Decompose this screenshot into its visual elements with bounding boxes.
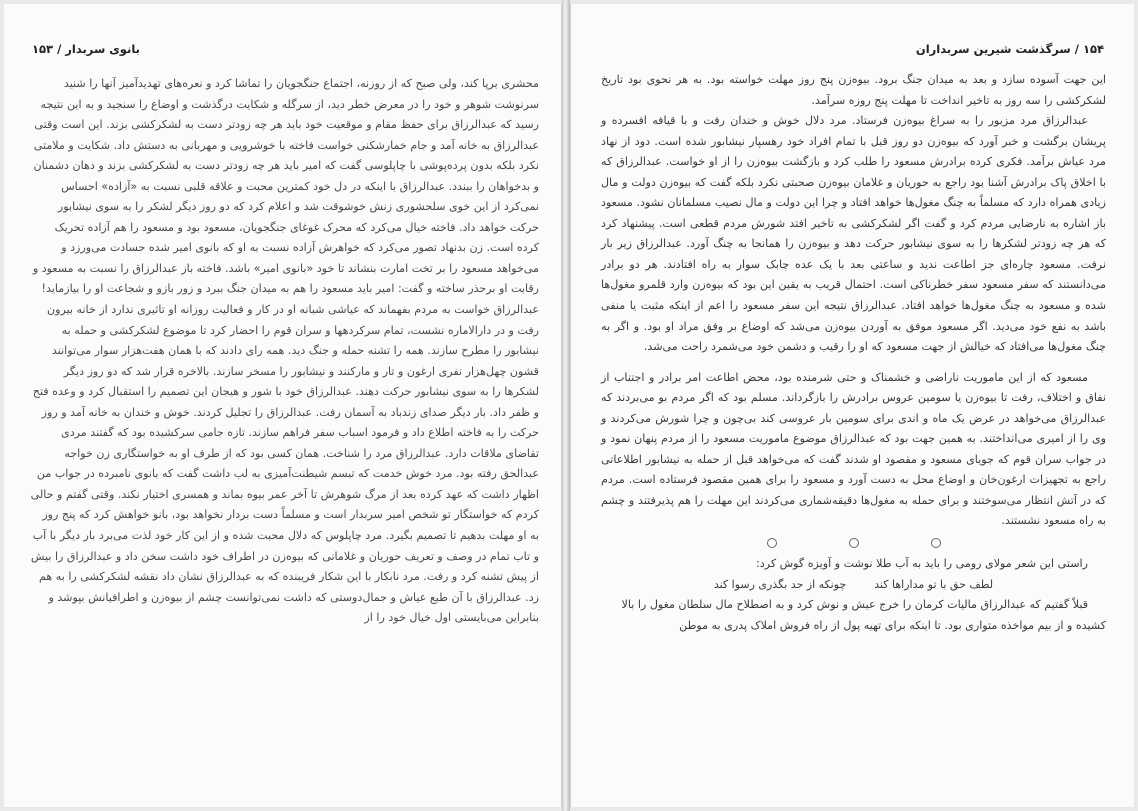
left-page-header: بانوی سربدار / ۱۵۳ xyxy=(32,42,140,56)
left-paragraph: محشری برپا کند، ولی صبح که از روزنه، اجتماع جنگجویان را تماشا کرد و نعره‌های تهدیدآمیز آنها را شنید سرنوشت شوهر و خود را در معرض خطر دید، از سرگله و شکایت درگذشت و اوضاع را سنجید و به این نتیجه رسید که عبدالرزاق برای حفظ مقام و موقعیت خود باید هر چه زودتر دست به لشکرکشی بزند. این است وقتی عبدالرزاق به خانه آمد و جام خمارشکنی خواست فاخته با خوشرویی و مهربانی به دستش داد. شکایت و ملامتی نکرد بلکه بدون پرده‌پوشی با چاپلوسی گفت که امیر باید هر چه زودتر دست به لشکرکشی بزند و دهان دشمنان و بدخواهان را ببندد. عبدالرزاق با اینکه در دل خود کمترین محبت و علاقه قلبی نسبت به «آزاده» احساس نمی‌کرد از این خوی سلحشوری زنش خوشوقت شد و اعلام کرد که دو روز دیگر لشکر را به سوی نیشابور حرکت خواهد داد. فاخته خیال می‌کرد که محرک غوغای جنگجویان، مسعود بود و مسعود را هم آزاده تحریک کرده است. زن بدنهاد تصور می‌کرد که خواهرش آزاده نسبت به او که بانوی امیر شده حسادت می‌ورزد و می‌خواهد مسعود را بر تخت امارت بنشاند تا خود «بانوی امیر» باشد. فاخته باز عبدالرزاق را نسبت به مسعود و رقابت او برحذر ساخته و گفت: امیر باید مسعود را هم به میدان جنگ ببرد و زور بازو و شجاعت او را بیازماید! عبدالرزاق خواست به مردم بفهماند که عیاشی شبانه او در کار و فعالیت روزانه او تاثیری ندارد از خانه بیرون رفت و در دارالاماره نشست، تمام سرکردهها و سران قوم را احضار کرد تا موضوع لشکرکشی و حمله به نیشابور را مطرح سازند. همه را تشنه حمله و جنگ دید. همه رای دادند که با همان هفت‌هزار سوار می‌توانند قشون چهل‌هزار نفری ارغون و تار و مارکنند و نیشابور را مسخر سازند. بالاخره قرار شد که دو روز دیگر لشکرها را به سوی نیشابور حرکت دهند. عبدالرزاق خود با شور و هیجان این تصمیم را استقبال کرد و وعده فتح و ظفر داد. بار دیگر صدای زندباد به آسمان رفت. عبدالرزاق را تجلیل کردند. خوش و خندان به خانه آمد و روز حرکت را به فاخته اطلاع داد و فرمود اسباب سفر فراهم سازند. تازه جامی سرکشیده بود که گفتند مردی تقاضای ملاقات دارد. عبدالرزاق مرد را شناخت. همان کسی بود که از طرف او به خواستگاری زن خواجه عبدالحق رفته بود. مرد خوش خدمت که تبسم شیطنت‌آمیزی به لب داشت گفت که بانوی نامبرده در جواب من اظهار داشت که عهد کرده بعد از مرگ شوهرش تا آخر عمر بیوه بماند و همسری اختیار نکند. وقتی گفتم و حالی کردم که خواستگار تو شخص امیر سربدار است و مسلماً دست بردار نخواهد بود، بانو خواهش کرد که پنج روز به او مهلت بدهیم تا تصمیم بگیرد. مرد چاپلوس که دلال محبت شده و از این کار خود لذت می‌برد بار دیگر با آب و تاب تمام در وصف و تعریف حوریان و غلامانی که بیوه‌زن در اطراف خود داشت سخن داد و عبدالرزاق را بیش از پیش تشنه کرد و رفت. مرد نابکار با این شکار فریبنده که به عبدالرزاق نشان داد نقشه لشکرکشی را به هم زد. عبدالرزاق با آن طبع عیاش و جمال‌دوستی که داشت نمی‌توانست چشم از بیوه‌زن و اطرافیانش بپوشد و بنابراین می‌بایستی اول خیال خود را از xyxy=(30,77,539,625)
separator-circle-icon xyxy=(849,538,859,548)
left-page-body xyxy=(30,74,539,629)
separator-circle-icon xyxy=(931,538,941,548)
right-page xyxy=(570,4,1134,807)
right-paragraph-3: مسعود که از این ماموریت ناراضی و خشمناک و حتی شرمنده بود، محض اطاعت امر برادر و اجتناب از نفاق و اختلاف، رفت تا بیوه‌زن یا سومین عروس برادرش را بازگرداند. مسلم بود که اگر مردم بو می‌بردند که عبدالرزاق می‌خواهد در عرض یک ماه و اندی برای سومین بار عروسی کند بی‌چون و چرا شورش می‌کردند و وی را از امیری می‌انداختند. به همین جهت بود که عبدالرزاق موضوع ماموریت مسعود را از مردم پنهان نمود و در جواب سران قوم که جویای مسعود و مقصود او شدند گفت که می‌خواهد قبل از حمله به نیشابور اطلاعاتی راجع به تجهیزات ارغون‌خان و اوضاع محل به دست آورد و مسعود را برای همین مقصود فرستاده است. مردم که در آتش انتظار می‌سوختند و برای حمله به مغول‌ها دقیقه‌شماری می‌کردند این مهلت را هم پذیرفتند و چشم به راه مسعود نشستند. xyxy=(601,370,1106,528)
verse-line-2: چونکه از حد بگذری رسوا کند xyxy=(713,577,847,591)
book-gutter xyxy=(562,0,570,811)
right-page-body xyxy=(601,70,1106,636)
section-separator xyxy=(601,532,1106,554)
right-paragraph-2: عبدالرزاق مرد مزبور را به سراغ بیوه‌زن فرستاد. مرد دلال خوش و خندان رفت و با قیافه افسرده و پریشان برگشت و خبر آورد که بیوه‌زن دو روز قبل با تمام افراد خود رهسپار نیشابور شده است. دود از نهاد مرد عیاش برآمد. فکری کرده برادرش مسعود را طلب کرد و بازگشت بیوه‌زن را از او خواست. عبدالرزاق که با اخلاق پاک برادرش آشنا بود راجع به حوریان و غلامان بیوه‌زن صحبتی نکرد بلکه گفت که بیوه‌زن دولت و مال زیادی همراه دارد که مسلماً به چنگ مغول‌ها خواهد افتاد و چرا این دولت و مال نصیب مسلمانان نشود. مسعود باز اشاره به نارضایی مردم کرد و گفت اگر لشکرکشی به تاخیر افتد شورش مردم قطعی است. پیشنهاد کرد که هر چه زودتر لشکرها را به سوی نیشابور حرکت دهد و بیوه‌زن را همانجا به چنگ آورد. عبدالرزاق زیر بار نرفت. مسعود چاره‌ای جز اطاعت ندید و ساعتی بعد با یک عده چابک سوار به راه افتادند. هر دو برادر می‌دانستند که سفر مسعود سفر خطرناکی است. احتمال قریب به یقین این بود که بیوه‌زن وارد قلمرو مغول‌ها شده و مسعود به چنگ مغول‌ها خواهد افتاد. عبدالرزاق نتیجه این سفر مسعود را اعم از اینکه مثبت یا منفی باشد به نفع خود می‌دید. اگر مسعود موفق به آوردن بیوه‌زن می‌شد که اوضاع بر وفق مراد او بود. و اگر به چنگ مغول‌ها می‌افتاد که خیالش از جهت مسعود که او را رقیب و دشمن خود می‌شمرد راحت می‌شد. xyxy=(601,114,1106,354)
verse-line-1: لطف حق با تو مداراها کند xyxy=(874,577,994,591)
verse xyxy=(601,575,1106,596)
verse-intro: راستی این شعر مولای رومی را باید به آب طلا نوشت و آویزه گوش کرد: xyxy=(756,557,1088,571)
right-paragraph-4: قبلاً گفتیم که عبدالرزاق مالیات کرمان را خرج عیش و نوش کرد و به اصطلاح مال سلطان مغول را بالا کشیده و از بیم مواخذه متواری بود. تا اینکه برای تهیه پول از راه فروش املاک پدری به موطن xyxy=(621,598,1106,632)
separator-circle-icon xyxy=(767,538,777,548)
right-paragraph-1: این جهت آسوده سازد و بعد به میدان جنگ برود. بیوه‌زن پنج روز مهلت خواسته بود. به هر نحوی بود تاریخ لشکرکشی را سه روز به تاخیر انداخت تا مهلت پنج روزه سرآمد. xyxy=(601,73,1106,107)
left-page xyxy=(4,4,562,807)
right-page-header: ۱۵۴ / سرگذشت شیرین سربداران xyxy=(915,42,1104,56)
